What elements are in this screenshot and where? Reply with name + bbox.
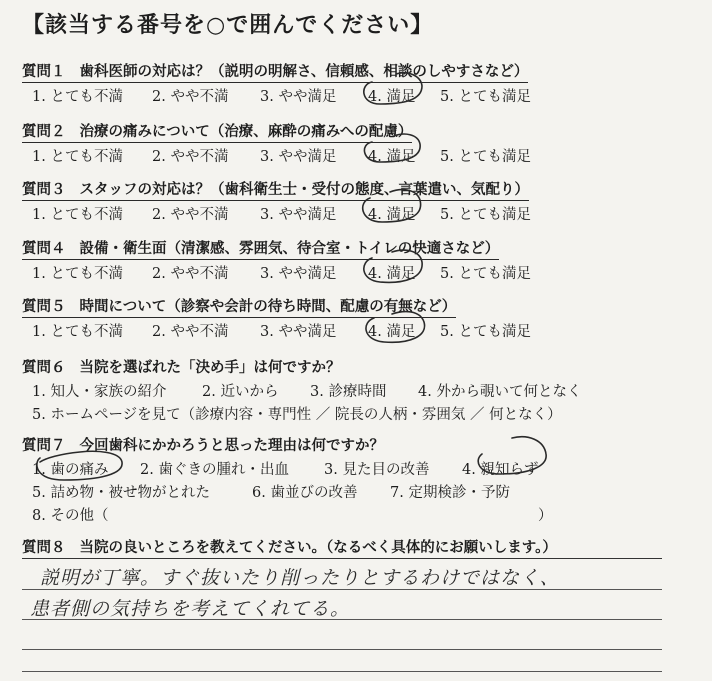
option-6[interactable]: 6. 歯並びの改善 bbox=[252, 485, 358, 501]
option-5[interactable]: 5. とても満足 bbox=[440, 89, 531, 105]
option-3[interactable]: 3. やや満足 bbox=[260, 266, 337, 282]
option-2[interactable]: 2. やや不満 bbox=[152, 149, 229, 165]
option-5[interactable]: 5. とても満足 bbox=[440, 149, 531, 165]
question-number: 質問２ bbox=[22, 123, 66, 140]
question-text: 今回歯科にかかろうと思った理由は何ですか？ bbox=[79, 437, 384, 454]
option-3[interactable]: 3. やや満足 bbox=[260, 207, 337, 223]
option-2[interactable]: 2. 歯ぐきの腫れ・出血 bbox=[140, 462, 289, 478]
option-2[interactable]: 2. やや不満 bbox=[152, 324, 229, 340]
option-5[interactable]: 5. とても満足 bbox=[440, 266, 531, 282]
circle-mark-q4 bbox=[364, 250, 422, 282]
option-2[interactable]: 2. やや不満 bbox=[152, 207, 229, 223]
option-1[interactable]: 1. とても不満 bbox=[32, 324, 123, 340]
question-number: 質問５ bbox=[22, 298, 66, 315]
question-number: 質問８ bbox=[22, 539, 66, 556]
question-text: 当院の良いところを教えてください。（なるべく具体的にお願いします。） bbox=[79, 539, 557, 556]
option-3[interactable]: 3. 見た目の改善 bbox=[324, 462, 430, 478]
option-1[interactable]: 1. とても不満 bbox=[32, 207, 123, 223]
question-text: 当院を選ばれた「決め手」は何ですか？ bbox=[79, 359, 341, 376]
question-text: 治療の痛みについて（治療、麻酔の痛みへの配慮） bbox=[79, 123, 413, 140]
page-title: 【該当する番号を○で囲んでください】 bbox=[22, 12, 434, 38]
option-2[interactable]: 2. やや不満 bbox=[152, 89, 229, 105]
option-5[interactable]: 5. ホームページを見て（診療内容・専門性 ／ 院長の人柄・雰囲気 ／ 何となく） bbox=[32, 407, 562, 423]
option-5[interactable]: 5. 詰め物・被せ物がとれた bbox=[32, 485, 210, 501]
option-4[interactable]: 4. 満足 bbox=[368, 266, 416, 282]
question-text: 時間について（診察や会計の待ち時間、配慮の有無など） bbox=[79, 298, 457, 315]
question-number: 質問１ bbox=[22, 63, 66, 80]
handwritten-answer-line-1: 説明が丁寧。すぐ抜いたり削ったりとするわけではなく、 bbox=[40, 567, 560, 589]
circle-mark-q1 bbox=[364, 73, 422, 104]
option-1[interactable]: 1. 歯の痛み bbox=[32, 462, 109, 478]
option-8-other[interactable]: 8. その他（ bbox=[32, 508, 109, 524]
option-2[interactable]: 2. 近いから bbox=[202, 384, 279, 400]
option-5[interactable]: 5. とても満足 bbox=[440, 324, 531, 340]
option-4[interactable]: 4. 満足 bbox=[368, 89, 416, 105]
option-4[interactable]: 4. 満足 bbox=[368, 207, 416, 223]
circle-mark-q5 bbox=[366, 312, 425, 343]
option-1[interactable]: 1. とても不満 bbox=[32, 266, 123, 282]
option-4[interactable]: 4. 親知らず bbox=[462, 462, 539, 478]
circle-mark-q7-pain bbox=[37, 451, 122, 480]
question-number: 質問６ bbox=[22, 359, 66, 376]
option-3[interactable]: 3. 診療時間 bbox=[310, 384, 387, 400]
option-3[interactable]: 3. やや満足 bbox=[260, 324, 337, 340]
option-3[interactable]: 3. やや満足 bbox=[260, 149, 337, 165]
option-1[interactable]: 1. 知人・家族の紹介 bbox=[32, 384, 167, 400]
option-4[interactable]: 4. 外から覗いて何となく bbox=[418, 384, 582, 400]
circle-mark-q3 bbox=[363, 190, 421, 222]
question-number: 質問７ bbox=[22, 437, 66, 454]
option-3[interactable]: 3. やや満足 bbox=[260, 89, 337, 105]
option-1[interactable]: 1. とても不満 bbox=[32, 89, 123, 105]
other-close-paren: ） bbox=[538, 508, 553, 524]
question-text: 歯科医師の対応は？（説明の明解さ、信頼感、相談のしやすさなど） bbox=[79, 63, 529, 80]
option-7[interactable]: 7. 定期検診・予防 bbox=[390, 485, 510, 501]
option-5[interactable]: 5. とても満足 bbox=[440, 207, 531, 223]
handwritten-answer-line-2: 患者側の気持ちを考えてくれてる。 bbox=[30, 598, 351, 620]
circle-mark-q2 bbox=[364, 134, 420, 162]
question-text: 設備・衛生面（清潔感、雰囲気、待合室・トイレの快適さなど） bbox=[79, 240, 500, 257]
option-4[interactable]: 4. 満足 bbox=[368, 324, 416, 340]
option-4[interactable]: 4. 満足 bbox=[368, 149, 416, 165]
option-2[interactable]: 2. やや不満 bbox=[152, 266, 229, 282]
option-1[interactable]: 1. とても不満 bbox=[32, 149, 123, 165]
circle-mark-q7-wisdom bbox=[478, 437, 546, 474]
question-number: 質問３ bbox=[22, 181, 66, 198]
question-text: スタッフの対応は？（歯科衛生士・受付の態度、言葉遣い、気配り） bbox=[79, 181, 529, 198]
question-number: 質問４ bbox=[22, 240, 66, 257]
